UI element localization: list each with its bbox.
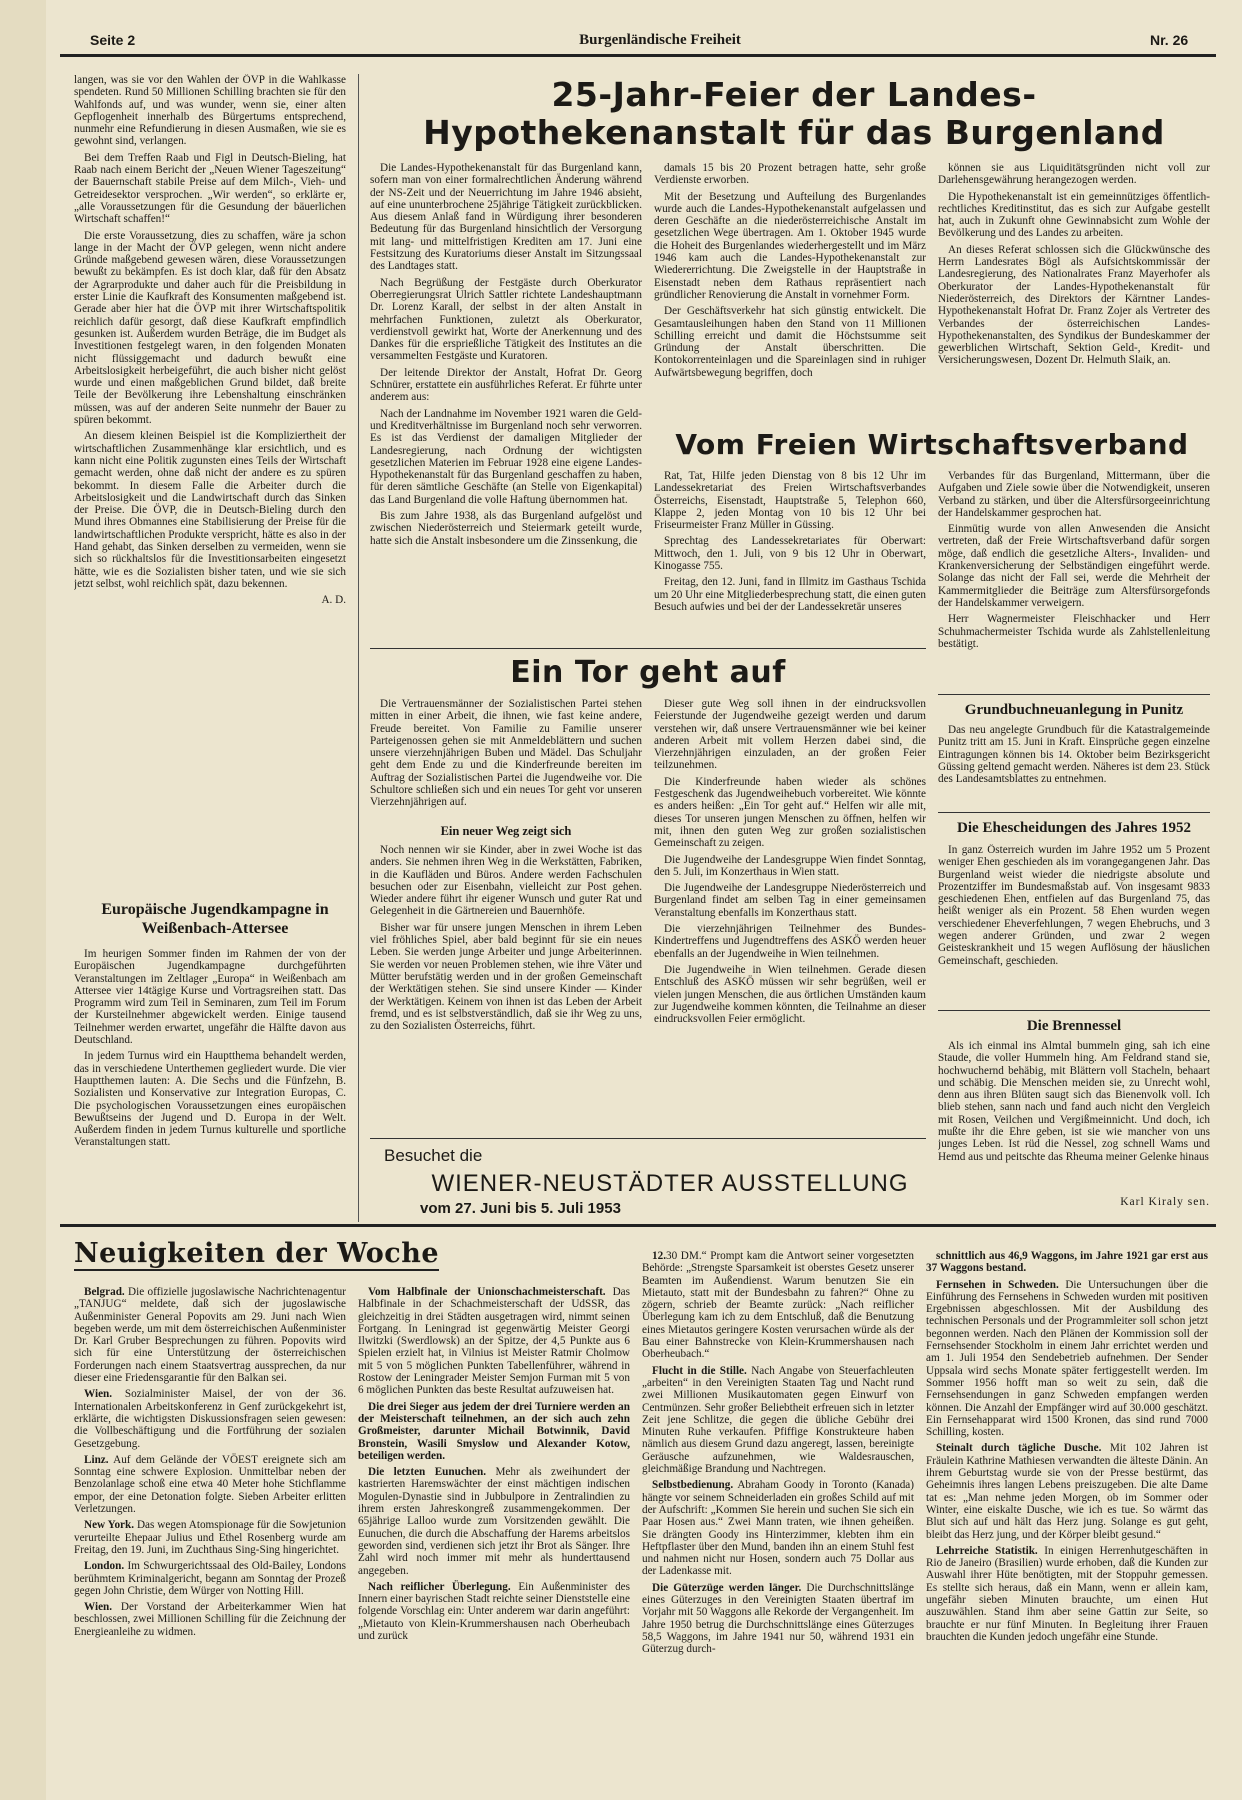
paragraph: Der Geschäftsverkehr hat sich günstig entwickelt. Die Gesamtausleihungen haben den Stand von 11 Millionen Schilling erreicht und damit die Höchstsumme seit Gründung der Anstalt überschritten. Die Kontokorrenteinlagen und die Spareinlagen sind in ruhiger Aufwärtsbewegung begriffen, doch <box>654 305 926 379</box>
paragraph: An diesem kleinen Beispiel ist die Kompliziertheit der wirtschaftlichen Zusammenhänge klar ersichtlich, und es kann nicht eine Politik zugunsten eines Teils der Wirtschaft gemacht werden, ohne daß nicht der andere es zu spüren bekommt. In diesem Falle die Arbeiter durch die Arbeitslosigkeit und die Landwirtschaft durch das Sinken der Preise. Die ÖVP, die in Deutsch-Bieling durch den Mund ihres Obmannes eine Stabilisierung der Preise für die landwirtschaftlichen Produkte verspricht, hätte es also in der Hand gehabt, das Sinken derselben zu vermeiden, wenn sie sich so rückhaltslos für die Investitionsarbeiten eingesetzt hätte, wie es die Sozialisten bisher taten, und wie sie sich jetzt selbst, wohl reichlich spät, dazu bekennen. <box>74 430 346 590</box>
wirtschaftsverband-title: Vom Freien Wirtschaftsverband <box>675 428 1189 461</box>
issue-number: Nr. 26 <box>1150 32 1189 48</box>
neuigkeiten-title: Neuigkeiten der Woche <box>74 1238 440 1269</box>
ehescheidungen-body: In ganz Österreich wurden im Jahre 1952 um 5 Prozent weniger Ehen geschieden als im vorangegangenen Jahr. Das Burgenland weist wieder die niedrigste absolute und Prozentziffer im Bundesmaßstab auf. Von insgesamt 9833 geschiedenen Ehen, entfielen auf das Burgenland 75, das heißt weniger als ein Prozent. 58 Ehen wurden wegen verschiedener Eheverfehlungen, 7 wegen Ehebruchs, und 3 wegen anderer Gründen, und zwar 2 wegen Geisteskrankheit und 15 wegen Auflösung der häuslichen Gemeinschaft, geschieden. <box>938 844 1210 967</box>
brennessel-author: Karl Kiraly sen. <box>1120 1196 1210 1208</box>
paragraph: Belgrad. Die offizielle jugoslawische Nachrichtenagentur „TANJUG“ meldete, daß sich der jugoslawische Außenminister General Popovits am 29. Juni nach Wien begeben werde, um mit dem österreichischen Außenminister Dr. Karl Gruber Besprechungen zu führen. Popovits wird sich für eine Unterstützung der österreichischen Forderungen nach einem Staatsvertrag aussprechen, da nur dieser eine Friedensgarantie für den Balkan sei. <box>74 1286 346 1385</box>
youth-campaign-title: Europäische Jugendkampagne in Weißenbach-Attersee <box>101 901 329 937</box>
paragraph: Die Landes-Hypothekenanstalt für das Burgenland kann, sofern man von einer formalrechtlichen Änderung während der NS-Zeit und der Neuerrichtung im Jahre 1946 absieht, auf eine ununterbrochene 25jährige Tätigkeit zurückblicken. Aus diesem Anlaß fand in Würdigung ihrer besonderen Bedeutung für das Burgenland hinsichtlich der Versorgung mit lang- und mittelfristigen Krediten am 17. Juni eine Festsitzung des Kuratoriums dieser Anstalt im Sitzungssaal des Landtages statt. <box>370 162 642 273</box>
paragraph: Nach reiflicher Überlegung. Ein Außenminister des Innern einer bayrischen Stadt reichte seiner Dienststelle eine folgende Vorschlag ein: Unter anderem war darin angeführt: „Mietauto von Klein-Krummershausen nach Oberheubach und zurück <box>358 1580 630 1643</box>
paragraph: Mit der Besetzung und Aufteilung des Burgenlandes wurde auch die Landes-Hypothekenanstalt aufgelassen und deren Geschäfte an die niederösterreichische Anstalt im gesetzlichen Wege übertragen. Am 1. Oktober 1945 wurde die Hoheit des Burgenlandes wiederhergestellt und im März 1946 kam auch die Landes-Hypothekenanstalt zur Wiedererrichtung. Die Zweigstelle in der Hauptstraße in Eisenstadt neben dem Rathaus repräsentiert nach gründlicher Renovierung die Anstalt in vornehmer Form. <box>654 190 926 301</box>
neuigkeiten-col1 <box>74 1286 346 1790</box>
paragraph: Rat, Tat, Hilfe jeden Dienstag von 8 bis 12 Uhr im Landessekretariat des Freien Wirtschaftsverbandes Österreichs, Eisenstadt, Hauptstraße 5, Telephon 660, Klappe 2, jeden Montag von 10 bis 12 Uhr bei Friseurmeister Franz Müller in Güssing. <box>654 470 926 532</box>
paragraph: Vom Halbfinale der Unionschachmeisterschaft. Das Halbfinale in der Schachmeisterschaft der UdSSR, das gleichzeitig in drei Städten ausgetragen wird, nimmt seinen Fortgang. In Leningrad ist gegenwärtig Meister Georgi Ilwitzki (Swerdlowsk) an der Spitze, der 4,5 Punkte aus 6 Spielen erzielt hat, in Vilnius ist Meister Ratmir Cholmow mit 5 von 5 möglichen Punkten Tabellenführer, während in Rostow der Leningrader Meister Semjon Furman mit 5 von 6 möglichen Punkten das beste Resultat aufzuweisen hat. <box>358 1286 630 1397</box>
paragraph: Herr Wagnermeister Fleischhacker und Herr Schuhmachermeister Tschida wurde als Zahlstellenleitung bestätigt. <box>938 613 1210 650</box>
paragraph: Die Hypothekenanstalt ist ein gemeinnütziges öffentlich-rechtliches Kreditinstitut, das es sich zur Aufgabe gestellt hat, auch in Zukunft ohne Gewinnabsicht zum Wohle der Bevölkerung und des Landes zu arbeiten. <box>938 190 1210 240</box>
paragraph: In jedem Turnus wird ein Hauptthema behandelt werden, das in verschiedene Unterthemen gegliedert wurde. Die vier Hauptthemen lauten: A. Die Sechs und die Fünfzehn, B. Sozialisten und Konservative zur Integration Europas, C. Die psychologischen Voraussetzungen eines europäischen Bewußtseins der Jugend und D. Europa in der Welt. Außerdem finden in jedem Turnus kulturelle und sportliche Veranstaltungen statt. <box>74 1050 346 1149</box>
paragraph: 12.30 DM.“ Prompt kam die Antwort seiner vorgesetzten Behörde: „Strengste Sparsamkeit ist oberstes Gesetz unserer Beamten im Außendienst. Warum benutzen Sie ein Mietauto, statt mit der Bundesbahn zu fahren?“ Ohne zu zögern, schrieb der Beamte zurück: „Nach reiflicher Überlegung kam ich zu dem Entschluß, daß die Benutzung eines Mietautos geringere Kosten verursachen würde als der Bau einer Bahnstrecke von Klein-Krummershausen nach Oberheubach.“ <box>642 1250 914 1361</box>
tor-col1b <box>370 844 642 1130</box>
paragraph: Die erste Voraussetzung, dies zu schaffen, wäre ja schon lange in der Macht der ÖVP gelegen, wenn nicht andere Gründe maßgebend gewesen wären, diese Voraussetzungen bewußt zu bekämpfen. Es ist doch klar, daß für den Absatz der Agrarprodukte und daher auch für die Preisbildung in erster Linie die Kaufkraft des Konsumenten maßgebend ist. Gerade aber hier hat die ÖVP mit ihrer Wirtschaftspolitik reichlich dafür gesorgt, daß diese Kaufkraft empfindlich gesunken ist. Außerdem wurden Beträge, die im Budget als Investitionen festgelegt waren, in den folgenden Monaten nicht flüssiggemacht und dadurch bewußt eine Arbeitslosigkeit herbeigeführt, die auch bisher nicht gelöst wurde und einen maßgeblichen Grund bildet, daß breite Teile der Bevölkerung ihre Lebenshaltung einschränken müssen, was auf der anderen Seite nunmehr der Bauer zu spüren bekommt. <box>74 229 346 427</box>
paragraph: Fernsehen in Schweden. Die Untersuchungen über die Einführung des Fernsehens in Schweden wurden mit positiven Ergebnissen abgeschlossen. Mit der Ausbildung des technischen Personals und der Programmleiter soll schon jetzt begonnen werden. Nach den Plänen der Kommission soll der Fernsehsender Stockholm in einem Jahr errichtet werden und am 1. Juli 1954 den Sendebetrieb aufnehmen. Der Sender Uppsala wird sechs Monate später fertiggestellt werden. Im Sommer 1956 hofft man so weit zu sein, daß die Fernsehsendungen in ganz Schweden empfangen werden können. Die Anzahl der Empfänger wird auf 30.000 geschätzt. Ein Fernsehapparat wird 1500 Kronen, das sind rund 7000 Schilling, kosten. <box>926 1278 1208 1439</box>
paragraph: Die vierzehnjährigen Teilnehmer des Bundes-Kindertreffens und Jugendtreffens des ASKÖ werden heuer ebenfalls an der Jugendweihe in Wien teilnehmen. <box>654 923 926 960</box>
paragraph: New York. Das wegen Atomspionage für die Sowjetunion verurteilte Ehepaar Julius und Ethel Rosenberg wurde am Freitag, den 19. Juni, im Zuchthaus Sing-Sing hingerichtet. <box>74 1519 346 1556</box>
paragraph: Die Güterzüge werden länger. Die Durchschnittslänge eines Güterzuges in den Vereinigten Staaten übertraf im Vorjahr mit 50 Waggons alle Rekorde der Vergangenheit. Im Jahre 1950 betrug die Durchschnittslänge eines Güterzuges 58,5 Waggons, im Jahre 1941 nur 50, während 1931 ein Güterzug durch- <box>642 1581 914 1656</box>
paragraph: Nach Begrüßung der Festgäste durch Oberkurator Oberregierungsrat Ulrich Sattler richtete Landeshauptmann Dr. Lorenz Karall, der selbst in der alten Anstalt in mehrfachen Funktionen, zuletzt als Oberkurator, verdienstvoll gewirkt hat, Worte der Anerkennung und des Dankes für die ersprießliche Tätigkeit des Institutes an die versammelten Festgäste und Kuratoren. <box>370 276 642 363</box>
section-rule-heavy <box>60 1224 1216 1227</box>
section-rule <box>370 1138 926 1139</box>
section-rule <box>370 648 926 649</box>
main-article-col2 <box>654 162 926 412</box>
neuigkeiten-col2 <box>358 1286 630 1790</box>
paragraph: Die Jugendweihe der Landesgruppe Niederösterreich und Burgenland findet am selben Tag in einer gemeinsamen Veranstaltung ebenfalls im Konzerthaus statt. <box>654 882 926 919</box>
left-margin-strip <box>0 0 46 1800</box>
paragraph: Die Vertrauensmänner der Sozialistischen Partei stehen mitten in einer Arbeit, die ihnen, wie fast keine andere, Freude bereitet. Von Familie zu Familie unserer Parteigenossen gehen sie mit Anmeldeblättern und suchen unsere vierzehnjährigen Buben und Mädel. Das Schuljahr geht dem Ende zu und die Kinderfreunde bereiten im Auftrag der Sozialistischen Partei die Jugendweihe vor. Die Schultore schließen sich und ein neues Tor geht vor unseren Vierzehnjährigen auf. <box>370 698 642 809</box>
paragraph: Im heurigen Sommer finden im Rahmen der von der Europäischen Jugendkampagne durchgeführten Veranstaltungen im Zeltlager „Europa“ in Weißenbach am Attersee vier 14tägige Kurse und Vortragsreihen statt. Das Programm wird zum Teil in Seminaren, zum Teil im Forum der Kursteilnehmer abgewickelt werden. Einige tausend Teilnehmer werden erwartet, ungefähr die Hälfte davon aus Deutschland. <box>74 948 346 1047</box>
paragraph: Bis zum Jahre 1938, als das Burgenland aufgelöst und zwischen Niederösterreich und Steiermark geteilt wurde, hatte sich die Anstalt insbesondere um die Zinssenkung, die <box>370 510 642 547</box>
ausstellung-intro: Besuchet die <box>384 1146 483 1165</box>
paragraph: Freitag, den 12. Juni, fand in Illmitz im Gasthaus Tschida um 20 Uhr eine Mitgliederbesprechung statt, die einen guten Besuch aufwies und bei der der Landessekretär unseres <box>654 576 926 613</box>
paragraph: Sprechtag des Landessekretariates für Oberwart: Mittwoch, den 1. Juli, von 9 bis 12 Uhr in Oberwart, Kinogasse 755. <box>654 535 926 573</box>
paragraph: Noch nennen wir sie Kinder, aber in zwei Woche ist das anders. Sie nehmen ihren Weg in die Werkstätten, Fabriken, in die Kaufläden und Büros. Andere werden Fachschulen besuchen oder zur Eisenbahn, vielleicht zur Post gehen. Wieder andere führt ihr eigener Wunsch und guter Rat und Gelegenheit in die Gärtnereien und Bauernhöfe. <box>370 844 642 918</box>
paragraph: Die drei Sieger aus jedem der drei Turniere werden an der Meisterschaft teilnehmen, an der sich auch zehn Großmeister, darunter Michail Botwinnik, David Bronstein, Wasili Smyslow und Alexander Kotow, beteiligen werden. <box>358 1400 630 1462</box>
ehescheidungen-title: Die Ehescheidungen des Jahres 1952 <box>957 820 1191 836</box>
page-number: Seite 2 <box>90 32 136 48</box>
grundbuch-title: Grundbuchneuanlegung in Punitz <box>964 702 1184 718</box>
main-article-title: 25-Jahr-Feier der Landes-Hypothekenanstalt für das Burgenland <box>423 75 1165 152</box>
column-divider <box>358 74 359 1222</box>
paragraph: Der leitende Direktor der Anstalt, Hofrat Dr. Georg Schnürer, erstattete ein ausführliches Referat. Er führte unter anderem aus: <box>370 366 642 404</box>
paragraph: Lehrreiche Statistik. In einigen Herrenhutgeschäften in Rio de Janeiro (Brasilien) wurde erhoben, daß die Kunden zur Auswahl ihrer Hüte benötigten, mit der Stoppuhr gemessen. Es stellte sich heraus, daß ein Mann, wenn er allein kam, ungefähr sieben Minuten brauchte, um einen Hut auszuwählen. Stand ihm aber seine Gattin zur Seite, so brauchte er nur fünf Minuten. In Begleitung ihrer Frauen brauchten die Kunden jedoch ungefähr eine Stunde. <box>926 1544 1208 1643</box>
paragraph: Verbandes für das Burgenland, Mittermann, über die Aufgaben und Ziele sowie über die Notwendigkeit, unseren Verband zu stärken, und über die Altersfürsorgeeinrichtung der Handelskammer gesprochen hat. <box>938 470 1210 519</box>
paragraph: Flucht in die Stille. Nach Angabe von Steuerfachleuten „arbeiten“ in den Vereinigten Staaten Tag und Nacht rund zwei Millionen Musikautomaten gegen Einwurf von Centmünzen. Sehr großer Beliebtheit erfreuen sich in letzter Zeit jene Schlitze, die gegen die übliche Gebühr drei Minuten Ruhe verkaufen. Pfiffige Konstrukteure haben nämlich aus diesem Grund dazu angeregt, lassen, bereinigte Geräusche aufzunehmen, wie Waldesrauschen, gleichmäßige Brandung und Nachtregen. <box>642 1364 914 1476</box>
paragraph: Bei dem Treffen Raab und Figl in Deutsch-Bieling, hat Raab nach einem Bericht der „Neuen Wiener Tageszeitung“ der Bauernschaft stabile Preise auf dem Milch-, Vieh- und Getreidesektor versprochen. „Wir werden“, so erklärte er, „alle Voraussetzungen für die Gesundung der bäuerlichen Wirtschaft schaffen!“ <box>74 151 346 226</box>
paragraph: langen, was sie vor den Wahlen der ÖVP in die Wahlkasse spendeten. Rund 50 Millionen Schilling brachten sie für den Wahlfonds auf, und was wunder, wenn sie, einer alten Gepflogenheit innerhalb des Bürgertums entsprechend, nunmehr eine Refundierung in diesen Ausmaßen, wie sie es gewohnt sind, verlangen. <box>74 74 346 148</box>
grundbuch-body: Das neu angelegte Grundbuch für die Katastralgemeinde Punitz tritt am 15. Juni in Kraft. Einsprüche gegen einzelne Eintragungen können bis 14. Oktober beim Bezirksgericht Güssing geltend gemacht werden. Näheres ist dem 23. Stück des Landesamtsblattes zu entnehmen. <box>938 724 1210 786</box>
main-article-col1 <box>370 162 642 640</box>
brennessel-body: Als ich einmal ins Almtal bummeln ging, sah ich eine Staude, die voller Hummeln hing. Am Feldrand stand sie, hochwuchernd behäbig, mit Blättern voll Stacheln, behaart und schäbig. Die Menschen meiden sie, zu Unrecht wohl, denn aus ihren Blüten saugt sich das Bienenvolk voll. Ich blieb stehen, sann nach und fand auch nicht den Vergleich mit Rosen, Veilchen und Vergißmeinnicht. Und doch, ich mußte ihr die Ehre geben, ist sie wie mancher von uns junges Leben. Ist rüd die Nessel, zog schnell Wams und Hemd aus und peitschte das Rheuma meiner Gelenke hinaus <box>938 1040 1210 1163</box>
left-article <box>74 74 346 884</box>
neuigkeiten-col4 <box>926 1250 1208 1790</box>
paragraph: Steinalt durch tägliche Dusche. Mit 102 Jahren ist Fräulein Kathrine Mathiesen verwandten die älteste Dänin. An ihrem Geburtstag wurde sie von der Presse bestürmt, das Geheimnis ihres langen Lebens preiszugeben. Die alte Dame tat es: „Man nehme jeden Morgen, ob im Sommer oder Winter, eine eiskalte Dusche, wie ich es tue. So wärmt das Blut sich auf und hält das Herz jung. Solange es gut geht, bleibt das Herz jung, und der Körper bleibt gesund.“ <box>926 1442 1208 1541</box>
paragraph: Die Jugendweihe in Wien teilnehmen. Gerade diesen Entschluß des ASKÖ müssen wir sehr begrüßen, weil er vielen jungen Menschen, die aus örtlichen Umständen kaum zur Jugendweihe kommen könnten, die Teilnahme an dieser eindrucksvollen Feier ermöglicht. <box>654 963 926 1026</box>
paragraph: Nach der Landnahme im November 1921 waren die Geld- und Kreditverhältnisse im Burgenland noch sehr verworren. Es ist das Verdienst der damaligen Mitglieder der Landesregierung, nach Ordnung der wichtigsten gesetzlichen Materien im Februar 1928 eine eigene Landes-Hypothekenanstalt für das Burgenland geschaffen zu haben, für deren sämtliche Geschäfte (an Stelle von Eigenkapital) das Land Burgenland die volle Haftung übernommen hat. <box>370 407 642 506</box>
paragraph: schnittlich aus 46,9 Waggons, im Jahre 1921 gar erst aus 37 Waggons bestand. <box>926 1250 1208 1275</box>
newspaper-name: Burgenländische Freiheit <box>579 32 741 48</box>
main-article-col3 <box>938 162 1210 412</box>
tor-subheading: Ein neuer Weg zeigt sich <box>440 824 572 838</box>
section-rule <box>938 694 1210 695</box>
paragraph: An dieses Referat schlossen sich die Glückwünsche des Herrn Landesrates Bögl als Aufsichtskommissär der Landesregierung, des Nationalrates Franz Mayerhofer als Oberkurator der Landes-Hypothekenanstalt für Niederösterreich, des Direktors der Kärntner Landes-Hypothekenanstalt Hofrat Dr. Franz Zojer als Vertreter des Verbandes der österreichischen Landes-Hypothekenanstalten, des Syndikus der Bundeskammer der gewerblichen Wirtschaft, Sektion Geld-, Kredit- und Versicherungswesen, Dozent Dr. Helmuth Slaik, an. <box>938 243 1210 367</box>
youth-campaign-body <box>74 948 346 1208</box>
section-rule <box>938 812 1210 813</box>
wirtschaftsverband-col2 <box>938 470 1210 700</box>
paragraph: Die Jugendweihe der Landesgruppe Wien findet Sonntag, den 5. Juli, im Konzerthaus in Wien statt. <box>654 853 926 878</box>
tor-col1 <box>370 698 642 818</box>
paragraph: Die letzten Eunuchen. Mehr als zweihundert der kastrierten Haremswächter der einst mächtigen indischen Mogulen-Dynastie sind in Jubbulpore in Zentralindien zu ihrem ersten Jahreskongreß zusammengekommen. Der 65jährige Lalloo wurde zum Vorsitzenden gewählt. Die Eunuchen, die durch die Abschaffung der Harems arbeitslos geworden sind, verdienen sich jetzt ihr Brot als Sänger. Ihre Zahl wird noch immer mit mehr als hunderttausend angegeben. <box>358 1466 630 1577</box>
section-rule <box>938 1010 1210 1011</box>
tor-title: Ein Tor geht auf <box>510 655 786 690</box>
paragraph: Wien. Sozialminister Maisel, der von der 36. Internationalen Arbeitskonferenz in Genf zurückgekehrt ist, erklärte, die wichtigsten Diskussionsfragen seien gewesen: die Vollbeschäftigung und die Fortführung der sozialen Gesetzgebung. <box>74 1388 346 1450</box>
ausstellung-dates: vom 27. Juni bis 5. Juli 1953 <box>420 1200 621 1217</box>
paragraph: Wien. Der Vorstand der Arbeiterkammer Wien hat beschlossen, zwei Millionen Schilling für die Zeichnung der Energieanleihe zu widmen. <box>74 1601 346 1638</box>
paragraph: Dieser gute Weg soll ihnen in der eindrucksvollen Feierstunde der Jugendweihe gezeigt werden und darum verstehen wir, daß unsere Vertrauensmänner wie bei keiner anderen Arbeit mit vollem Herzen dabei sind, die Vierzehnjährigen einzuladen, an der großen Feier teilzunehmen. <box>654 698 926 772</box>
paragraph: Linz. Auf dem Gelände der VÖEST ereignete sich am Sonntag eine schwere Explosion. Unmittelbar neben der Benzolanlage schoß eine etwa 40 Meter hohe Stichflamme empor, der eine Detonation folgte. Sieben Arbeiter erlitten Verletzungen. <box>74 1453 346 1516</box>
paragraph: Bisher war für unsere jungen Menschen in ihrem Leben viel fröhliches Spiel, aber bald beginnt für sie ein neues Leben. Sie werden junge Arbeiter und junge Arbeiterinnen. Sie werden vor neuen Problemen stehen, wie ihre Väter und Mütter berufstätig werden und in der großen Gemeinschaft der Werktätigen stehen. Sie sind unsere Kinder — Kinder der Werktätigen. Keinem von ihnen ist das Leben der Arbeit fremd, und es ist selbstverständlich, daß sie ihr Weg zu uns, zu den Sozialisten Österreichs, führt. <box>370 921 642 1033</box>
brennessel-title: Die Brennessel <box>1026 1018 1122 1034</box>
paragraph: London. Im Schwurgerichtssaal des Old-Bailey, Londons berühmtem Kriminalgericht, begann am Sonntag der Prozeß gegen John Christie, dem Würger von Notting Hill. <box>74 1560 346 1597</box>
wirtschaftsverband-col1 <box>654 470 926 648</box>
paragraph: können sie aus Liquiditätsgründen nicht voll zur Darlehensgewährung herangezogen werden. <box>938 162 1210 187</box>
paragraph: Die Kinderfreunde haben wieder als schönes Festgeschenk das Jugendweihebuch vorbereitet. Wie könnte es anders heißen: „Ein Tor geht auf.“ Helfen wir alle mit, dieses Tor unseren jungen Menschen zu öffnen, helfen wir mit, ihnen den guten Weg zur großen sozialistischen Gemeinschaft zu zeigen. <box>654 775 926 850</box>
neuigkeiten-col3 <box>642 1250 914 1790</box>
signature: A. D. <box>321 594 346 607</box>
paragraph: Einmütig wurde von allen Anwesenden die Ansicht vertreten, daß der Freie Wirtschaftsverband dafür sorgen möge, daß endlich die gesetzliche Alters-, Invaliden- und Krankenversicherung der Selbständigen eingeführt werde. Solange das nicht der Fall sei, werde die Mehrheit der Kammermitglieder die Beiträge zum Altersfürsorgefonds der Handelskammer verweigern. <box>938 523 1210 609</box>
paragraph: damals 15 bis 20 Prozent betragen hatte, sehr große Verdienste erworben. <box>654 162 926 187</box>
paragraph: Selbstbedienung. Abraham Goody in Toronto (Kanada) hängte vor seinem Schneiderladen ein großes Schild auf mit der Aufschrift: „Kommen Sie herein und suchen Sie sich ein Paar Hosen aus.“ Zwei Mann traten, wie ihnen geheißen. Sie drängten Goody ins Hinterzimmer, klebten ihm ein Heftpflaster über den Mund, banden ihn an einem Stuhl fest und nahmen nicht nur Hosen, sondern auch 75 Dollar aus der Ladenkasse mit. <box>642 1479 914 1578</box>
header-rule <box>60 54 1216 57</box>
ausstellung-name: WIENER-NEUSTÄDTER AUSSTELLUNG <box>431 1170 909 1197</box>
tor-col2 <box>654 698 926 1130</box>
